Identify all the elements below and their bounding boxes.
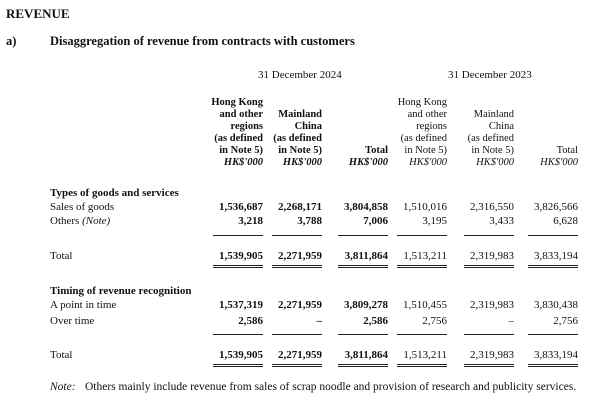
goods-total-cell: 1,513,211	[403, 250, 447, 262]
point-in-time-cell: 2,271,959	[278, 299, 322, 311]
column-header-line: Hong Kong	[397, 97, 447, 108]
others-label-text: Others	[50, 215, 83, 227]
timing-subtotal-rule	[397, 334, 447, 335]
goods-total-rule	[338, 267, 388, 268]
goods-total-rule	[464, 267, 514, 268]
over-time-cell: 2,586	[363, 315, 388, 327]
row-label-others	[50, 215, 110, 227]
column-header-line: (as defined	[400, 133, 447, 144]
column-header-line: Mainland	[473, 109, 514, 120]
others-cell: 3,433	[489, 215, 514, 227]
goods-total-rule	[397, 267, 447, 268]
goods-subtotal-rule	[272, 235, 322, 236]
timing-total-rule	[528, 366, 578, 367]
sales-of-goods-cell: 1,510,016	[403, 201, 447, 213]
timing-total-rule	[213, 366, 263, 367]
column-header-line: (as defined	[273, 133, 322, 144]
goods-subtotal-rule	[397, 235, 447, 236]
over-time-cell: 2,586	[238, 315, 263, 327]
timing-heading: Timing of revenue recognition	[50, 285, 192, 297]
timing-subtotal-rule	[338, 334, 388, 335]
point-in-time-cell: 3,830,438	[534, 299, 578, 311]
section-label: a)	[6, 34, 17, 48]
page-title: REVENUE	[6, 6, 70, 21]
column-header-line: in Note 5)	[404, 145, 447, 156]
timing-total-cell: 1,539,905	[219, 349, 263, 361]
column-header-unit: HK$'000	[540, 157, 578, 168]
timing-total-rule	[272, 366, 322, 367]
goods-total-rule	[397, 265, 447, 266]
column-header-unit: HK$'000	[282, 157, 322, 168]
goods-total-rule	[213, 265, 263, 266]
row-label-point-in-time: A point in time	[50, 299, 117, 311]
column-header-line: (as defined	[467, 133, 514, 144]
timing-total-rule	[272, 364, 322, 365]
column-header-unit: HK$'000	[476, 157, 514, 168]
column-header-unit: HK$'000	[223, 157, 263, 168]
others-cell: 3,788	[297, 215, 322, 227]
timing-total-cell: 3,811,864	[344, 349, 388, 361]
goods-total-cell: 2,271,959	[278, 250, 322, 262]
timing-total-cell: 3,833,194	[534, 349, 578, 361]
timing-total-rule	[397, 364, 447, 365]
goods-subtotal-rule	[528, 235, 578, 236]
column-header-line: Mainland	[278, 109, 322, 120]
timing-total-rule	[338, 366, 388, 367]
column-header-line: (as defined	[214, 133, 263, 144]
over-time-cell: 2,756	[422, 315, 447, 327]
column-header-line: in Note 5)	[278, 145, 322, 156]
column-header-line: and other	[407, 109, 447, 120]
row-label-timing-total: Total	[50, 349, 73, 361]
goods-total-cell: 3,811,864	[344, 250, 388, 262]
timing-subtotal-rule	[213, 334, 263, 335]
note-text: Others mainly include revenue from sales of scrap noodle and provision of research and publicity services.	[85, 381, 577, 393]
row-label-goods-total: Total	[50, 250, 73, 262]
row-label-over-time: Over time	[50, 315, 95, 327]
goods-heading: Types of goods and services	[50, 187, 179, 199]
timing-total-rule	[464, 364, 514, 365]
column-header-line: and other	[219, 109, 263, 120]
others-cell: 6,628	[553, 215, 578, 227]
row-label-sales-of-goods: Sales of goods	[50, 201, 115, 213]
point-in-time-cell: 1,537,319	[219, 299, 263, 311]
column-header-line: China	[488, 121, 514, 132]
goods-total-rule	[213, 267, 263, 268]
goods-total-rule	[272, 267, 322, 268]
sales-of-goods-cell: 3,826,566	[534, 201, 578, 213]
others-cell: 7,006	[363, 215, 388, 227]
over-time-cell: –	[508, 315, 514, 327]
timing-total-cell: 2,319,983	[470, 349, 514, 361]
sales-of-goods-cell: 1,536,687	[219, 201, 263, 213]
sales-of-goods-cell: 2,316,550	[470, 201, 514, 213]
others-cell: 3,195	[422, 215, 447, 227]
others-cell: 3,218	[238, 215, 263, 227]
column-header-unit: HK$'000	[409, 157, 447, 168]
point-in-time-cell: 1,510,455	[403, 299, 447, 311]
timing-total-rule	[397, 366, 447, 367]
note-label: Note:	[50, 381, 76, 393]
column-header-line: Total	[365, 145, 388, 156]
timing-total-rule	[338, 364, 388, 365]
section-title: Disaggregation of revenue from contracts with customers	[50, 34, 355, 48]
timing-total-cell: 2,271,959	[278, 349, 322, 361]
sales-of-goods-cell: 2,268,171	[278, 201, 322, 213]
goods-subtotal-rule	[464, 235, 514, 236]
goods-subtotal-rule	[213, 235, 263, 236]
period-2024-header: 31 December 2024	[258, 69, 342, 81]
point-in-time-cell: 2,319,983	[470, 299, 514, 311]
column-header-line: in Note 5)	[219, 145, 263, 156]
over-time-cell: –	[316, 315, 322, 327]
goods-total-rule	[338, 265, 388, 266]
goods-total-cell: 1,539,905	[219, 250, 263, 262]
column-header-line: Hong Kong	[211, 97, 263, 108]
timing-subtotal-rule	[464, 334, 514, 335]
column-header-line: China	[294, 121, 322, 132]
timing-total-rule	[528, 364, 578, 365]
period-2023-header: 31 December 2023	[448, 69, 532, 81]
timing-total-rule	[464, 366, 514, 367]
goods-total-cell: 2,319,983	[470, 250, 514, 262]
timing-total-rule	[213, 364, 263, 365]
goods-total-rule	[464, 265, 514, 266]
column-header-unit: HK$'000	[348, 157, 388, 168]
column-header-line: regions	[416, 121, 447, 132]
column-header-line: in Note 5)	[471, 145, 514, 156]
goods-subtotal-rule	[338, 235, 388, 236]
goods-total-cell: 3,833,194	[534, 250, 578, 262]
goods-total-rule	[528, 265, 578, 266]
point-in-time-cell: 3,809,278	[344, 299, 388, 311]
column-header-line: Total	[556, 145, 578, 156]
timing-subtotal-rule	[528, 334, 578, 335]
goods-total-rule	[272, 265, 322, 266]
timing-total-cell: 1,513,211	[403, 349, 447, 361]
timing-subtotal-rule	[272, 334, 322, 335]
others-note-ref: (Note)	[82, 215, 111, 227]
sales-of-goods-cell: 3,804,858	[344, 201, 388, 213]
column-header-line: regions	[230, 121, 263, 132]
goods-total-rule	[528, 267, 578, 268]
over-time-cell: 2,756	[553, 315, 578, 327]
